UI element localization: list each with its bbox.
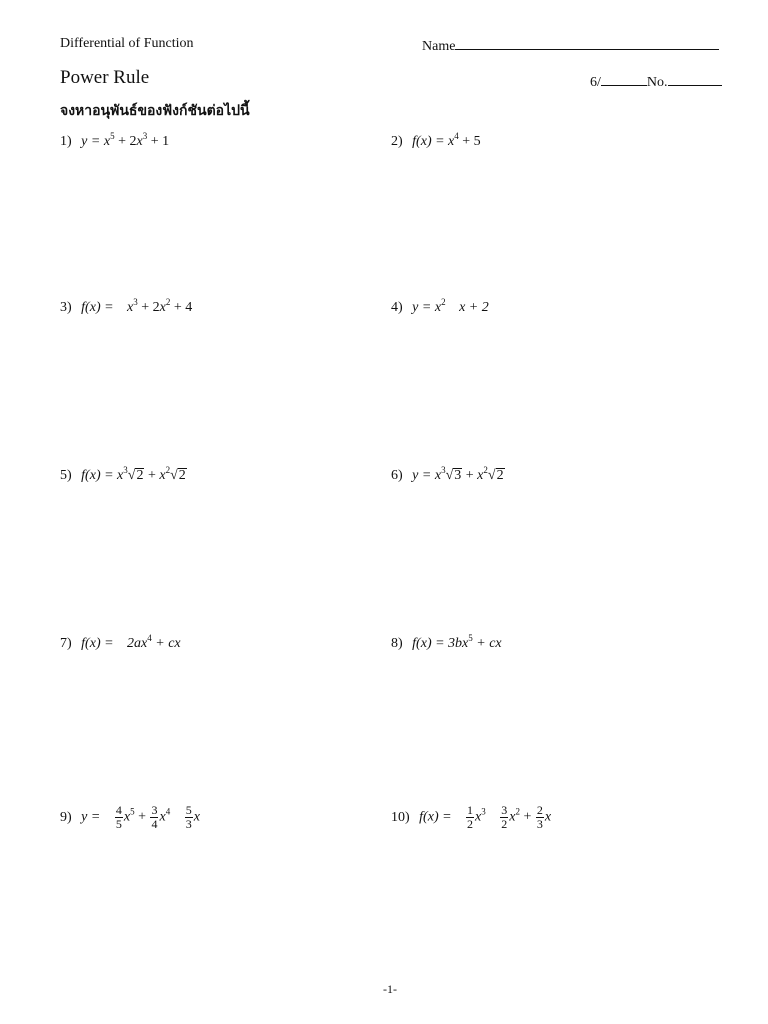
term: x bbox=[123, 809, 131, 825]
term: + cx bbox=[155, 636, 181, 651]
numerator: 3 bbox=[151, 803, 158, 817]
exponent: 3 bbox=[441, 465, 446, 475]
radicand: 2 bbox=[496, 468, 504, 483]
problem-lhs: f(x) = bbox=[419, 809, 452, 825]
problem-number: 10) bbox=[391, 809, 410, 825]
exponent: 4 bbox=[165, 806, 171, 817]
problem-2 bbox=[391, 131, 481, 150]
term: x bbox=[103, 134, 111, 149]
exponent: 2 bbox=[165, 297, 171, 307]
fraction bbox=[115, 804, 123, 831]
class-label: 6/ bbox=[590, 75, 601, 90]
problem-lhs: y = bbox=[412, 300, 432, 315]
denominator: 2 bbox=[501, 817, 508, 831]
problem-6 bbox=[391, 465, 505, 484]
denominator: 3 bbox=[185, 817, 192, 831]
class-line[interactable] bbox=[601, 72, 647, 86]
problem-lhs: f(x) = bbox=[81, 636, 114, 651]
numerator: 4 bbox=[115, 803, 122, 817]
operator: + bbox=[465, 468, 474, 483]
operator: + 1 bbox=[150, 134, 170, 149]
problem-lhs: y = bbox=[81, 809, 101, 825]
term: x bbox=[136, 134, 143, 149]
square-root: √2 bbox=[127, 468, 144, 483]
problem-7 bbox=[60, 633, 181, 652]
exponent: 5 bbox=[110, 131, 115, 141]
term: x bbox=[434, 468, 442, 483]
problem-8 bbox=[391, 633, 502, 652]
problem-lhs: y = bbox=[81, 134, 101, 149]
term: x bbox=[477, 468, 484, 483]
exponent: 4 bbox=[454, 131, 459, 141]
term: x bbox=[434, 300, 442, 315]
exponent: 5 bbox=[130, 806, 135, 817]
term: + cx bbox=[476, 636, 502, 651]
exponent: 3 bbox=[481, 806, 486, 817]
instruction: จงหาอนุพันธ์ของฟังก์ชันต่อไปนี้ bbox=[60, 103, 250, 119]
problem-1 bbox=[60, 131, 170, 150]
square-root: √3 bbox=[445, 468, 462, 483]
exponent: 5 bbox=[468, 633, 473, 643]
operator: + bbox=[138, 809, 146, 825]
operator: + 2 bbox=[118, 134, 137, 149]
exponent: 2 bbox=[515, 806, 520, 817]
term: x bbox=[159, 300, 166, 315]
term: x bbox=[159, 809, 166, 825]
term: x bbox=[193, 809, 200, 825]
fraction bbox=[185, 804, 193, 831]
problem-number: 2) bbox=[391, 134, 403, 149]
numerator: 2 bbox=[536, 803, 543, 817]
term: x bbox=[159, 468, 166, 483]
term: 3bx bbox=[448, 636, 469, 651]
square-root: √2 bbox=[487, 468, 504, 483]
denominator: 4 bbox=[151, 817, 158, 831]
problem-number: 1) bbox=[60, 134, 72, 149]
no-label: No. bbox=[646, 75, 668, 90]
radicand: 2 bbox=[136, 468, 144, 483]
problem-number: 4) bbox=[391, 300, 403, 315]
problem-number: 5) bbox=[60, 468, 72, 483]
problem-lhs: f(x) = bbox=[412, 636, 445, 651]
problem-number: 3) bbox=[60, 300, 72, 315]
name-line[interactable] bbox=[455, 36, 719, 50]
radicand: 2 bbox=[178, 468, 186, 483]
denominator: 2 bbox=[467, 817, 474, 831]
problem-number: 7) bbox=[60, 636, 72, 651]
subject-label: Differential of Function bbox=[60, 36, 194, 51]
fraction bbox=[500, 804, 508, 831]
problem-number: 8) bbox=[391, 636, 403, 651]
problem-lhs: y = bbox=[412, 468, 432, 483]
term: x bbox=[448, 134, 455, 149]
operator: + bbox=[523, 809, 532, 825]
square-root: √2 bbox=[170, 468, 186, 483]
fraction bbox=[150, 804, 158, 831]
fraction bbox=[466, 804, 474, 831]
numerator: 5 bbox=[185, 803, 192, 817]
exponent: 2 bbox=[165, 465, 171, 475]
operator: + bbox=[147, 468, 156, 483]
problem-3 bbox=[60, 297, 193, 316]
page-number: -1- bbox=[383, 982, 397, 996]
denominator: 5 bbox=[115, 817, 122, 831]
term: x bbox=[544, 809, 552, 825]
no-line[interactable] bbox=[668, 72, 722, 86]
problem-5 bbox=[60, 465, 187, 484]
term: x bbox=[475, 809, 482, 825]
problem-10 bbox=[391, 804, 551, 831]
problem-4 bbox=[391, 297, 489, 316]
exponent: 2 bbox=[441, 297, 446, 307]
name-field[interactable] bbox=[422, 36, 719, 55]
problem-number: 9) bbox=[60, 809, 72, 825]
operator: + 4 bbox=[173, 300, 193, 315]
problem-lhs: f(x) = bbox=[81, 468, 114, 483]
class-number-field[interactable] bbox=[590, 72, 722, 91]
page-title: Power Rule bbox=[60, 67, 150, 88]
numerator: 1 bbox=[467, 803, 474, 817]
term: x bbox=[127, 300, 134, 315]
problem-lhs: f(x) = bbox=[412, 134, 445, 149]
problem-lhs: f(x) = bbox=[81, 300, 114, 315]
exponent: 3 bbox=[142, 131, 148, 141]
term: x bbox=[509, 809, 516, 825]
exponent: 3 bbox=[123, 465, 128, 475]
numerator: 3 bbox=[501, 803, 508, 817]
operator: + 5 bbox=[462, 134, 481, 149]
term: 2ax bbox=[127, 636, 148, 651]
problem-9 bbox=[60, 804, 200, 831]
term: x bbox=[117, 468, 124, 483]
denominator: 3 bbox=[536, 817, 543, 831]
exponent: 3 bbox=[133, 297, 138, 307]
exponent: 2 bbox=[483, 465, 488, 475]
term: x + 2 bbox=[459, 300, 489, 315]
operator: + 2 bbox=[141, 300, 160, 315]
exponent: 4 bbox=[147, 633, 152, 643]
name-label: Name bbox=[422, 39, 456, 54]
radicand: 3 bbox=[454, 468, 462, 483]
problem-number: 6) bbox=[391, 468, 403, 483]
fraction bbox=[536, 804, 544, 831]
